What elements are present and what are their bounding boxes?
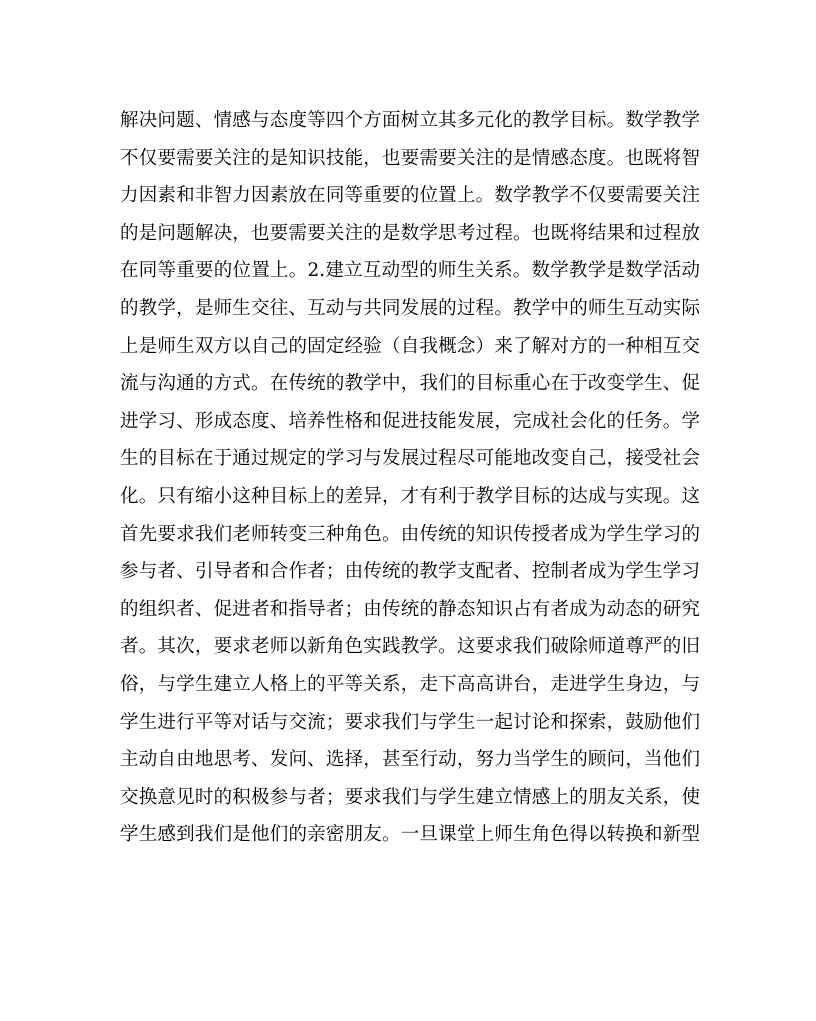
text-line: 俗，与学生建立人格上的平等关系，走下高高讲台，走进学生身边，与 (120, 673, 700, 695)
text-line: 学生感到我们是他们的亲密朋友。一旦课堂上师生角色得以转换和新型 (120, 824, 700, 846)
text-line: 在同等重要的位置上。2.建立互动型的师生关系。数学教学是数学活动 (120, 260, 700, 282)
text-line: 的组织者、促进者和指导者；由传统的静态知识占有者成为动态的研究 (120, 598, 700, 620)
text-line: 力因素和非智力因素放在同等重要的位置上。数学教学不仅要需要关注 (120, 185, 700, 207)
text-line: 的是问题解决，也要需要关注的是数学思考过程。也既将结果和过程放 (120, 222, 700, 244)
text-line: 流与沟通的方式。在传统的教学中，我们的目标重心在于改变学生、促 (120, 373, 700, 395)
text-line: 首先要求我们老师转变三种角色。由传统的知识传授者成为学生学习的 (120, 523, 700, 545)
text-line: 交换意见时的积极参与者；要求我们与学生建立情感上的朋友关系，使 (120, 786, 700, 808)
text-line: 参与者、引导者和合作者；由传统的教学支配者、控制者成为学生学习 (120, 561, 700, 583)
body-paragraph (120, 102, 700, 854)
text-line: 学生进行平等对话与交流；要求我们与学生一起讨论和探索，鼓励他们 (120, 711, 700, 733)
text-line: 者。其次，要求老师以新角色实践教学。这要求我们破除师道尊严的旧 (120, 636, 700, 658)
text-line: 进学习、形成态度、培养性格和促进技能发展，完成社会化的任务。学 (120, 410, 700, 432)
text-line: 不仅要需要关注的是知识技能，也要需要关注的是情感态度。也既将智 (120, 147, 700, 169)
text-line: 主动自由地思考、发问、选择，甚至行动，努力当学生的顾问，当他们 (120, 749, 700, 771)
text-line: 生的目标在于通过规定的学习与发展过程尽可能地改变自己，接受社会 (120, 448, 700, 470)
text-line: 的教学，是师生交往、互动与共同发展的过程。教学中的师生互动实际 (120, 297, 700, 319)
text-line: 化。只有缩小这种目标上的差异，才有利于教学目标的达成与实现。这 (120, 485, 700, 507)
text-line: 上是师生双方以自己的固定经验（自我概念）来了解对方的一种相互交 (120, 335, 700, 357)
text-line: 解决问题、情感与态度等四个方面树立其多元化的教学目标。数学教学 (120, 110, 700, 131)
